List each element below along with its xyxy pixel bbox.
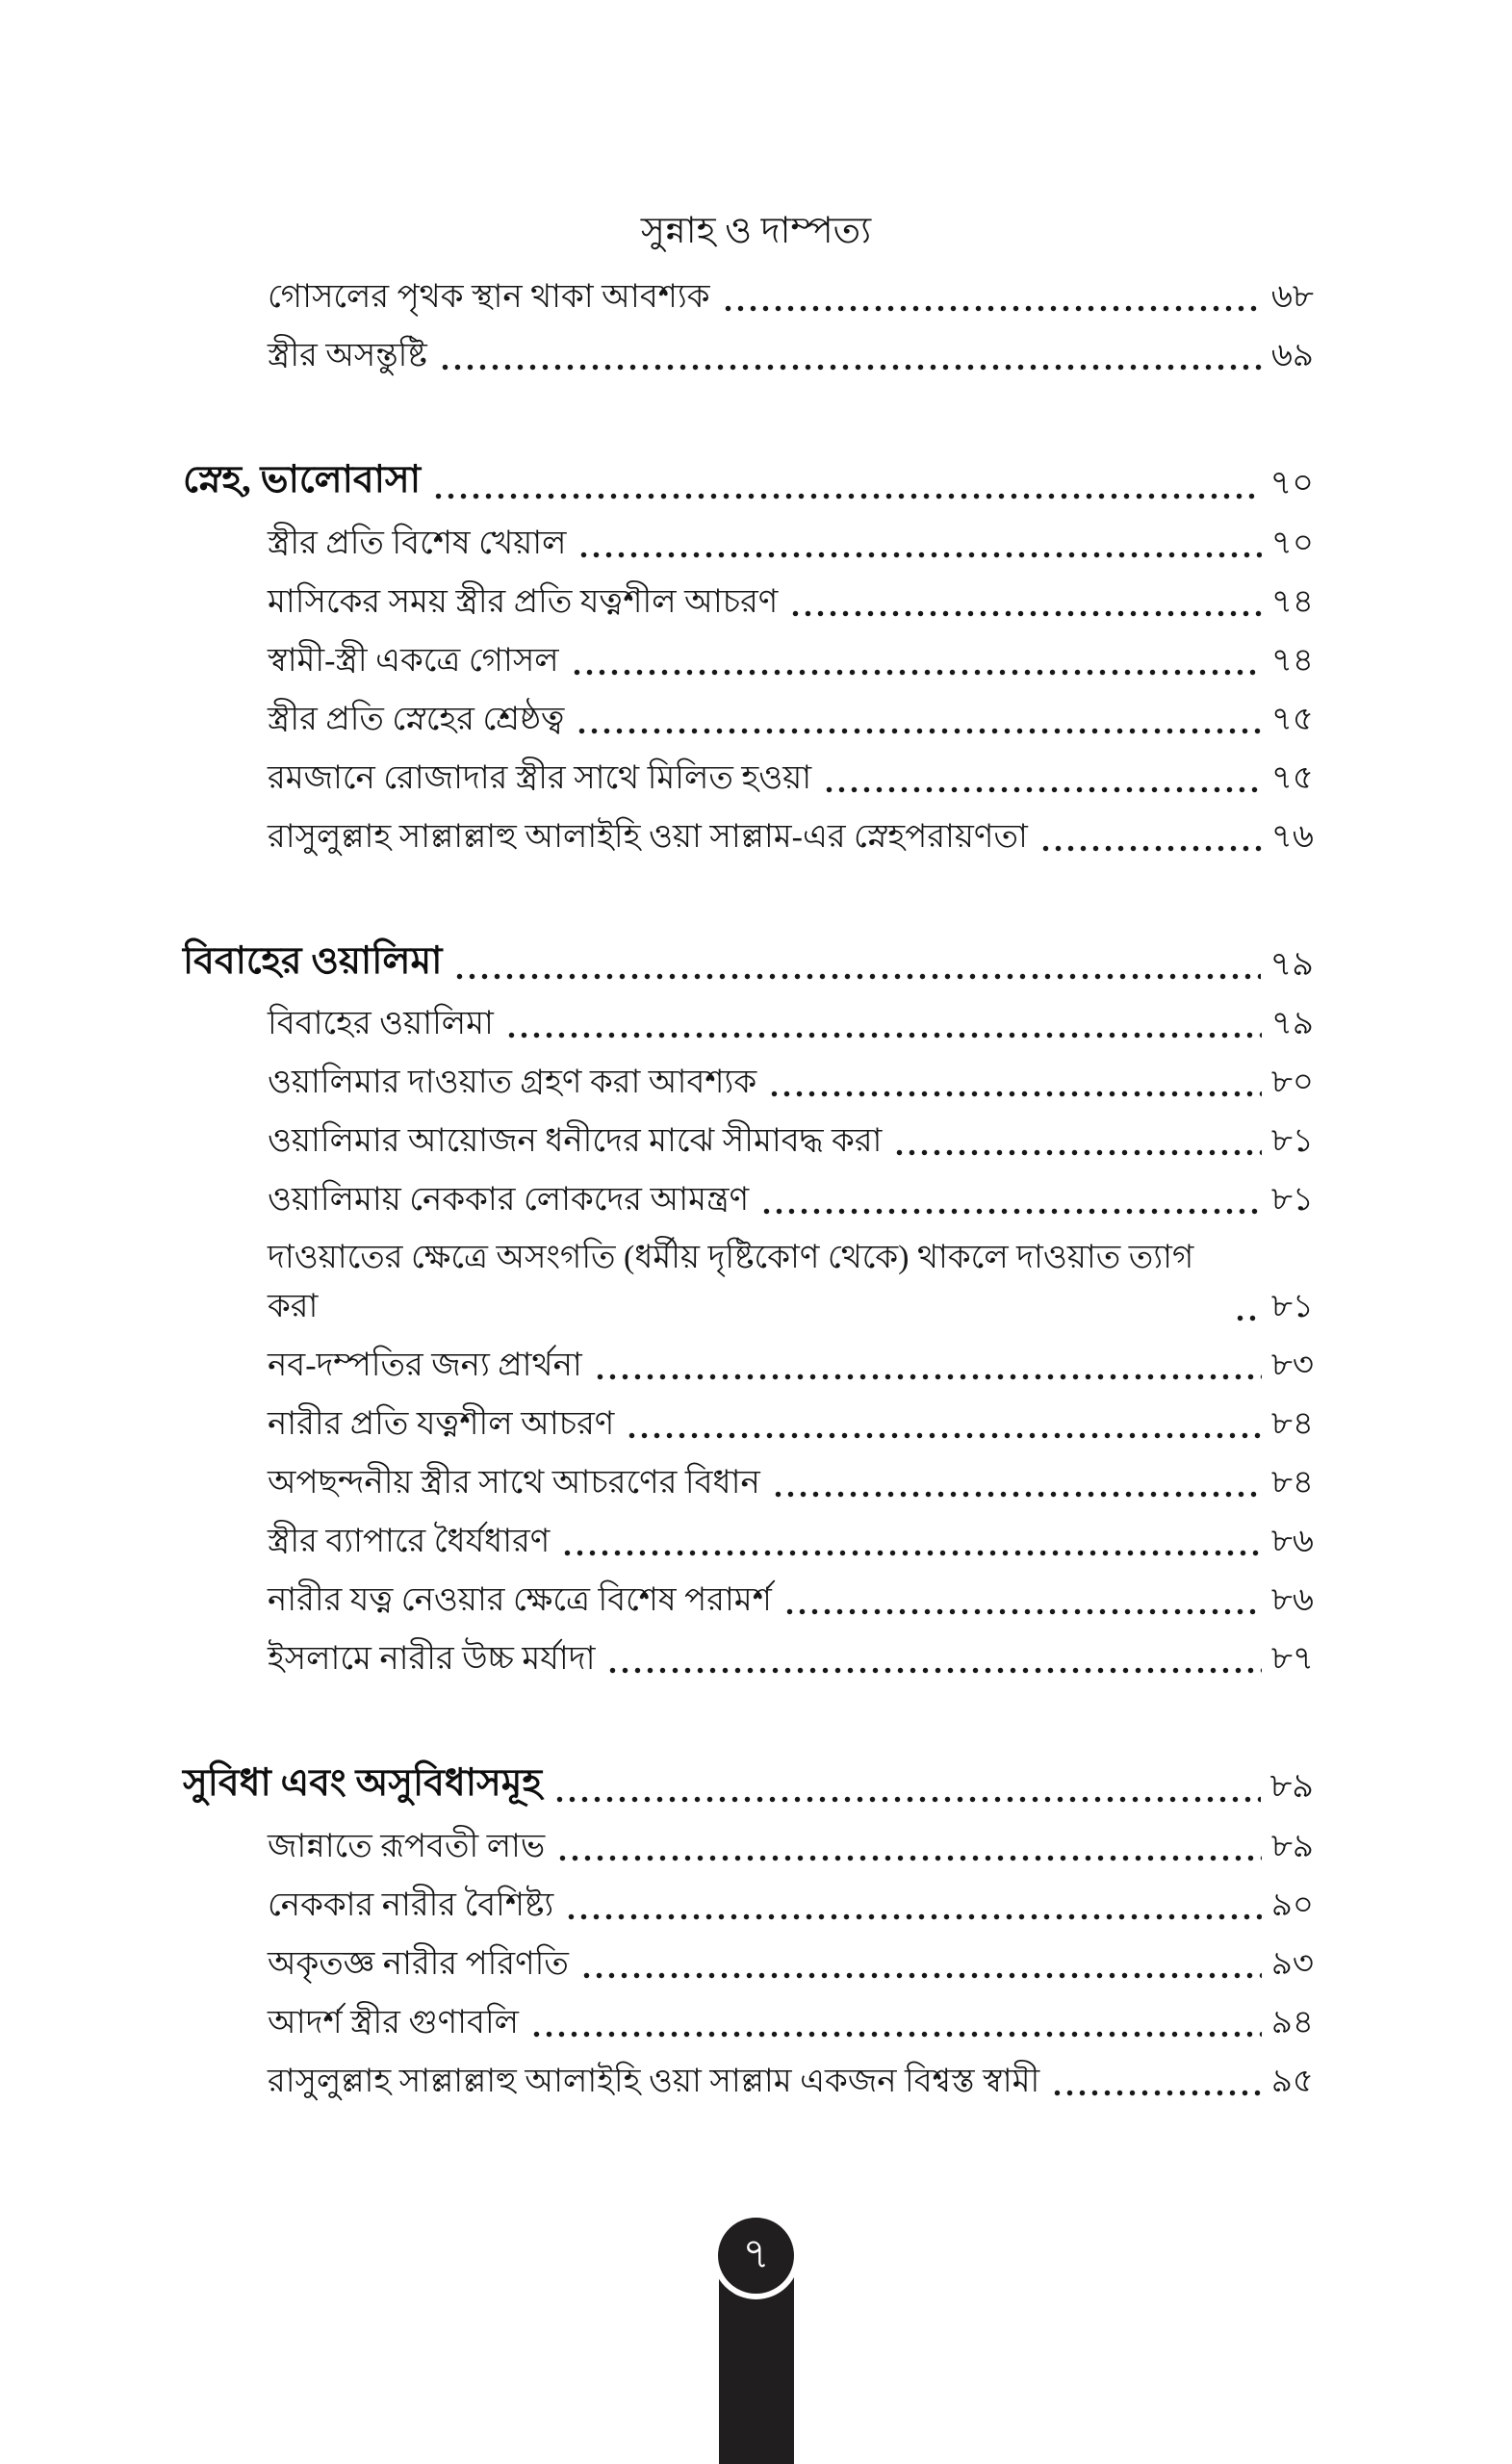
toc-entry-title: গোসলের পৃথক স্থান থাকা আবশ্যক xyxy=(268,279,710,315)
toc-entry-page-number: ৮৪ xyxy=(1270,1465,1314,1501)
table-of-contents xyxy=(183,271,1314,2115)
toc-entry-title: নারীর প্রতি যত্নশীল আচরণ xyxy=(268,1406,615,1442)
toc-entry-row xyxy=(268,635,1314,694)
toc-entry-page-number: ৮৬ xyxy=(1270,1582,1314,1618)
toc-entry-row xyxy=(268,1233,1314,1340)
toc-entry-page-number: ৭৫ xyxy=(1270,759,1314,796)
toc-entry-title: অপছন্দনীয় স্ত্রীর সাথে আচরণের বিধান xyxy=(268,1465,760,1501)
toc-entry-row xyxy=(268,330,1314,389)
toc-entry-page-number: ৯০ xyxy=(1270,1886,1314,1923)
toc-entry-row xyxy=(268,1938,1314,1997)
dot-leader xyxy=(553,1795,1261,1804)
toc-entry-page-number: ৮৯ xyxy=(1270,1828,1314,1864)
toc-section-page-number: ৭০ xyxy=(1269,464,1314,501)
dot-leader xyxy=(606,1666,1261,1675)
toc-entry-title: অকৃতজ্ঞ নারীর পরিণতি xyxy=(268,1945,569,1982)
toc-entry-page-number: ৭৬ xyxy=(1270,818,1314,855)
toc-entry-row xyxy=(268,1633,1314,1692)
toc-entry-row xyxy=(268,811,1314,870)
toc-group xyxy=(183,452,1314,870)
toc-entry-title: স্ত্রীর প্রতি স্নেহের শ্রেষ্ঠত্ব xyxy=(268,701,565,737)
dot-leader xyxy=(453,972,1260,981)
toc-entry-page-number: ৮১ xyxy=(1270,1289,1314,1324)
toc-entry-page-number: ৮৬ xyxy=(1270,1524,1314,1559)
toc-entry-title: স্বামী-স্ত্রী একত্রে গোসল xyxy=(268,642,559,679)
toc-entry-row xyxy=(268,1997,1314,2056)
toc-entry-row xyxy=(268,1457,1314,1516)
toc-group xyxy=(183,271,1314,389)
dot-leader xyxy=(1234,1314,1262,1322)
toc-entry-page-number: ৭৯ xyxy=(1270,1006,1314,1041)
toc-entry-title: দাওয়াতের ক্ষেত্রে অসংগতি (ধর্মীয় দৃষ্টিকোণ থেকে) থাকলে দাওয়াত ত্যাগ করা xyxy=(268,1240,1194,1324)
toc-group xyxy=(183,1756,1314,2115)
toc-entry-title: ইসলামে নারীর উচ্চ মর্যাদা xyxy=(268,1641,596,1677)
dot-leader xyxy=(1039,844,1262,853)
toc-section-title: স্নেহ, ভালোবাসা xyxy=(183,459,422,500)
dot-leader xyxy=(530,2030,1262,2039)
toc-entry-page-number: ৭৪ xyxy=(1270,583,1314,620)
toc-entry-page-number: ৭০ xyxy=(1270,525,1314,561)
toc-entry-row xyxy=(268,1174,1314,1233)
toc-entry-row xyxy=(268,271,1314,330)
dot-leader xyxy=(565,1912,1262,1921)
toc-entry-title: মাসিকের সময় স্ত্রীর প্রতি যত্নশীল আচরণ xyxy=(268,583,779,620)
dot-leader xyxy=(760,1207,1262,1216)
toc-entry-title: রাসুলুল্লাহ সাল্লাল্লাহু আলাইহি ওয়া সাল্লাম একজন বিশ্বস্ত স্বামী xyxy=(268,2063,1040,2099)
toc-entry-page-number: ৮৪ xyxy=(1270,1406,1314,1442)
toc-entry-title: রমজানে রোজাদার স্ত্রীর সাথে মিলিত হওয়া xyxy=(268,759,812,796)
dot-leader xyxy=(580,1971,1262,1980)
toc-section-page-number: ৮৯ xyxy=(1269,1767,1314,1805)
page-number-badge xyxy=(712,2212,800,2299)
dot-leader xyxy=(768,1090,1262,1098)
toc-section-title: বিবাহের ওয়ালিমা xyxy=(183,939,443,982)
dot-leader xyxy=(561,1549,1261,1557)
toc-section-heading-row xyxy=(183,934,1314,999)
toc-group xyxy=(183,934,1314,1693)
toc-entry-row xyxy=(268,518,1314,577)
toc-entry-title: বিবাহের ওয়ালিমা xyxy=(268,1006,494,1041)
dot-leader xyxy=(789,609,1261,618)
toc-section-heading-row xyxy=(183,452,1314,518)
toc-entry-row xyxy=(268,998,1314,1057)
toc-section-heading-row xyxy=(183,1756,1314,1821)
toc-entry-row xyxy=(268,1116,1314,1174)
toc-entry-page-number: ৮০ xyxy=(1270,1065,1314,1100)
toc-entry-row xyxy=(268,753,1314,811)
toc-entry-page-number: ৯৪ xyxy=(1270,2004,1314,2040)
toc-entry-title: রাসুলুল্লাহ সাল্লাল্লাহু আলাইহি ওয়া সাল্লাম-এর স্নেহপরায়ণতা xyxy=(268,818,1028,855)
dot-leader xyxy=(577,551,1261,559)
toc-entry-row xyxy=(268,1399,1314,1457)
toc-entry-row xyxy=(268,1516,1314,1575)
toc-entry-page-number: ৯৩ xyxy=(1270,1945,1314,1982)
running-header-title: সুন্নাহ ও দাম্পত্য xyxy=(640,211,872,251)
toc-entry-title: ওয়ালিমার দাওয়াত গ্রহণ করা আবশ্যক xyxy=(268,1065,757,1100)
dot-leader xyxy=(505,1031,1262,1040)
dot-leader xyxy=(556,1854,1262,1862)
toc-section-page-number: ৭৯ xyxy=(1269,944,1314,983)
dot-leader xyxy=(1051,2089,1262,2097)
toc-entry-page-number: ৮৭ xyxy=(1270,1641,1314,1677)
dot-leader xyxy=(893,1148,1261,1157)
dot-leader xyxy=(823,785,1262,794)
toc-entry-page-number: ৮১ xyxy=(1270,1123,1314,1159)
toc-entry-page-number: ৯৫ xyxy=(1270,2063,1314,2099)
dot-leader xyxy=(722,304,1262,313)
page-number: ৭ xyxy=(742,2229,770,2277)
toc-entry-row xyxy=(268,1340,1314,1399)
toc-entry-page-number: ৬৯ xyxy=(1270,338,1314,373)
toc-entry-row xyxy=(268,1821,1314,1880)
toc-entry-page-number: ৭৫ xyxy=(1270,701,1314,737)
toc-entry-title: ওয়ালিমায় নেককার লোকদের আমন্ত্রণ xyxy=(268,1182,750,1218)
dot-leader xyxy=(439,363,1262,372)
toc-entry-row xyxy=(268,577,1314,635)
toc-entry-page-number: ৮৩ xyxy=(1270,1348,1314,1383)
toc-entry-title: স্ত্রীর প্রতি বিশেষ খেয়াল xyxy=(268,525,567,561)
toc-entry-title: স্ত্রীর অসন্তুষ্টি xyxy=(268,338,427,373)
toc-entry-page-number: ৬৮ xyxy=(1270,279,1314,315)
toc-entry-row xyxy=(268,1575,1314,1633)
dot-leader xyxy=(432,492,1260,500)
toc-entry-title: নারীর যত্ন নেওয়ার ক্ষেত্রে বিশেষ পরামর্শ xyxy=(268,1582,772,1618)
dot-leader xyxy=(626,1431,1262,1440)
dot-leader xyxy=(594,1373,1262,1381)
toc-entry-title: স্ত্রীর ব্যাপারে ধৈর্যধারণ xyxy=(268,1524,551,1559)
toc-entry-row xyxy=(268,694,1314,753)
toc-entry-row xyxy=(268,1880,1314,1938)
toc-entry-page-number: ৭৪ xyxy=(1270,642,1314,679)
toc-entry-row xyxy=(268,2056,1314,2115)
toc-entry-page-number: ৮১ xyxy=(1270,1182,1314,1218)
toc-entry-title: নেককার নারীর বৈশিষ্ট্য xyxy=(268,1886,554,1923)
dot-leader xyxy=(783,1607,1262,1616)
toc-entry-title: নব-দম্পতির জন্য প্রার্থনা xyxy=(268,1348,582,1383)
toc-entry-title: জান্নাতে রূপবতী লাভ xyxy=(268,1828,546,1864)
dot-leader xyxy=(571,668,1262,677)
dot-leader xyxy=(576,727,1261,735)
dot-leader xyxy=(772,1490,1262,1499)
toc-entry-row xyxy=(268,1057,1314,1116)
toc-section-title: সুবিধা এবং অসুবিধাসমূহ xyxy=(183,1762,542,1804)
toc-entry-title: ওয়ালিমার আয়োজন ধনীদের মাঝে সীমাবদ্ধ করা xyxy=(268,1123,883,1159)
toc-entry-title: আদর্শ স্ত্রীর গুণাবলি xyxy=(268,2004,520,2040)
